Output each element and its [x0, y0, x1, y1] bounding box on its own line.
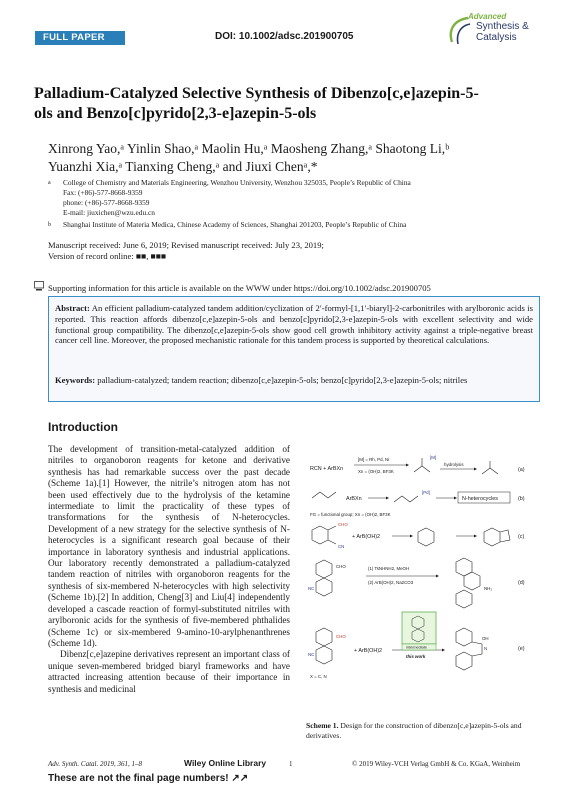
- footer-copyright: © 2019 Wiley-VCH Verlag GmbH & Co. KGaA, Weinheim: [352, 760, 521, 768]
- scheme-e-intermediate-box: [402, 612, 436, 644]
- article-type-badge: FULL PAPER: [35, 31, 125, 45]
- scheme-a-label: (a): [518, 467, 525, 473]
- scheme-e-reagent: + ArB(OH)2: [354, 648, 383, 654]
- scheme-b-product: N-heterocycles: [462, 496, 498, 502]
- scheme-caption: [306, 721, 538, 740]
- title-line-1: Palladium-Catalyzed Selective Synthesis of Dibenzo[c,e]azepin-5-: [34, 85, 479, 102]
- title-line-2: ols and Benzo[c]pyrido[2,3-e]azepin-5-ols: [34, 105, 317, 122]
- manuscript-dates: [48, 240, 324, 262]
- scheme-d-label: (d): [518, 580, 525, 586]
- abstract-label: Abstract:: [55, 303, 90, 313]
- footer-wiley-link[interactable]: Wiley Online Library: [184, 758, 267, 768]
- aff-a-marker: a: [48, 180, 51, 186]
- abstract-text: An efficient palladium-catalyzed tandem addition/cyclization of 2′-formyl-[1,1′-biaryl]-2-carbonitriles with arylboronic acids is reported. This reaction affords dibenzo[c,e]azepin-5-ols and benzo[c]pyrido[2,3-e]azepin-5-ols with excellent selectivity and wide functional group compatibility. The dibenzo[c,e]azepin-5-ols show good cell growth inhibitory activity against a triple-negative breast cancer cell line. Moreover, the proposed mechanistic rationale for this tandem process is supported by theoretical calculations.: [55, 303, 533, 346]
- svg-text:[Pd]: [Pd]: [422, 490, 430, 495]
- scheme-a-reactants: RCN + ArBXn: [310, 466, 344, 472]
- aff-a-line-2: Fax: (+86)-577-8668-9359: [63, 188, 143, 197]
- scheme-a-cond1: [M] = Rh, Pd, Ni: [358, 457, 390, 462]
- scheme-b-nitrile-icon: [312, 492, 336, 498]
- scheme-e-intermediate-label: intermediate: [406, 645, 427, 650]
- page-number: 1: [289, 760, 293, 768]
- scheme-1-figure: [306, 452, 538, 722]
- aff-b-line-1: Shanghai Institute of Materia Medica, Chinese Academy of Sciences, Shanghai 201203, People’s Republic of China: [63, 220, 407, 229]
- scheme-d-cond1: (1) TsNHNH2, MeOH: [368, 566, 410, 571]
- scheme-d-cho: CHO: [336, 564, 346, 569]
- logo-line-3: Catalysis: [476, 32, 517, 43]
- scheme-b-intermediate-icon: [394, 496, 418, 502]
- svg-text:N: N: [484, 646, 488, 651]
- scheme-e-this-work: this work: [406, 654, 426, 659]
- journal-logo: [446, 12, 556, 48]
- caption-text: Design for the construction of dibenzo[c,e]azepin-5-ols and derivatives.: [306, 721, 522, 740]
- svg-text:CHO: CHO: [338, 522, 348, 527]
- logo-line-2: Synthesis &: [476, 21, 529, 32]
- affiliations: [48, 178, 548, 238]
- scheme-b-note: FG = functional group; Xn = (OH)2, BF3K: [310, 512, 391, 517]
- svg-text:NC: NC: [308, 652, 315, 657]
- aff-b-marker: b: [48, 222, 51, 228]
- supporting-info[interactable]: Supporting information for this article is available on the WWW under https://doi.org/10.1002/adsc.201900705: [48, 283, 431, 293]
- footer-citation: Adv. Synth. Catal. 2019, 361, 1–8: [48, 760, 142, 768]
- keywords-text: palladium-catalyzed; tandem reaction; dibenzo[c,e]azepin-5-ols; benzo[c]pyrido[2,3-e]azepin-5-ols; nitriles: [97, 375, 468, 385]
- article-title: [34, 84, 544, 124]
- aff-a-line-3: phone: (+86)-577-8668-9359: [63, 198, 150, 207]
- scheme-c-intermediate-icon: [418, 528, 434, 546]
- svg-text:[M]: [M]: [430, 455, 437, 460]
- abstract: [55, 303, 533, 346]
- scheme-d-biaryl-icon: [316, 560, 332, 596]
- paragraph-2: Dibenz[c,e]azepine derivatives represent an important class of unique seven-membered bridged biaryl frameworks and have attracted increasing attention because of their importance in synthesis and medicinal: [48, 649, 290, 694]
- abstract-box: [48, 296, 540, 402]
- doi-text[interactable]: DOI: 10.1002/adsc.201900705: [215, 31, 354, 42]
- aff-a-line-4[interactable]: E-mail: jiuxichen@wzu.edu.cn: [63, 208, 155, 217]
- svg-text:CN: CN: [338, 544, 345, 549]
- scheme-c-label: (c): [518, 534, 525, 540]
- keywords-label: Keywords:: [55, 375, 96, 385]
- scheme-e-note: X = C, N: [310, 674, 327, 679]
- scheme-e-label: (e): [518, 646, 525, 652]
- scheme-a-arrowhead: [406, 464, 409, 467]
- received-dates: Manuscript received: June 6, 2019; Revised manuscript received: July 23, 2019;: [48, 240, 324, 250]
- section-heading: Introduction: [48, 420, 118, 434]
- body-text: [48, 444, 290, 695]
- scheme-c-reagent: + ArB(OH)2: [352, 534, 381, 540]
- caption-label: Scheme 1.: [306, 721, 339, 730]
- svg-text:NC: NC: [308, 586, 315, 591]
- scheme-c-substrate-icon: [312, 526, 336, 544]
- scheme-d-phenanthrene-icon: [456, 558, 480, 608]
- computer-icon: [34, 281, 44, 291]
- logo-line-1: Advanced: [468, 12, 507, 21]
- scheme-a-ketone-icon: [482, 461, 498, 474]
- scheme-b-label: (b): [518, 496, 525, 502]
- paragraph-1: The development of transition-metal-catalyzed addition of nitriles to organoboron reagents for ketone and derivative synthesis has had remarkable success over the past decade (Scheme 1a).[1] However, the nitrile’s nitrogen atom has not been used effectively due to the hydrolysis of the ketamine intermediate to limit the practicality of these types of transformations for the synthesis of N-heterocycles. Development of a new strategy for the selective synthesis of N-heterocycles is a significant research goal because of their importance in laboratory synthesis and industrial applications. Our laboratory recently demonstrated a palladium-catalyzed tandem reaction of nitriles with organoboron reagents for the synthesis of six-membered N-heterocycles with high selectivity (Scheme 1b).[2] In addition, Cheng[3] and Liu[4] independently developed a cascade reaction of formyl-substituted nitriles with arylboronic acids for the synthesis of five-membered phthalides (Scheme 1c) or six-membered 9-amino-10-arylphenanthrenes (Scheme 1d).: [48, 444, 290, 648]
- scheme-c-phthalide-icon: [484, 528, 510, 546]
- scheme-a-ketimine-icon: [414, 458, 430, 472]
- final-page-note: These are not the final page numbers! ↗↗: [48, 773, 249, 784]
- scheme-e-substrate-icon: [316, 628, 332, 664]
- version-of-record: Version of record online: ■■, ■■■: [48, 251, 167, 261]
- scheme-a-hydrolysis: hydrolysis: [444, 462, 464, 467]
- scheme-d-nh2: NH₂: [484, 586, 493, 591]
- aff-a-line-1: College of Chemistry and Materials Engineering, Wenzhou University, Wenzhou 325035, People’s Republic of China: [63, 178, 411, 187]
- scheme-a-cond2: Xn = (OH)2, BF3K: [358, 469, 394, 474]
- authors-line-1: Xinrong Yao,ᵃ Yinlin Shao,ᵃ Maolin Hu,ᵃ Maosheng Zhang,ᵃ Shaotong Li,ᵇ: [48, 141, 450, 156]
- scheme-e-azepinol-icon: [456, 628, 482, 670]
- scheme-b-reagent: ArBXn: [346, 496, 362, 502]
- keywords: [55, 375, 533, 386]
- scheme-e-cho: CHO: [336, 634, 346, 639]
- svg-text:OH: OH: [482, 636, 489, 641]
- author-list: [48, 140, 548, 176]
- authors-line-2: Yuanzhi Xia,ᵃ Tianxing Cheng,ᵃ and Jiuxi Chenᵃ,*: [48, 159, 318, 174]
- scheme-d-cond2: (2) ArB(OH)2, Na2CO3: [368, 580, 414, 585]
